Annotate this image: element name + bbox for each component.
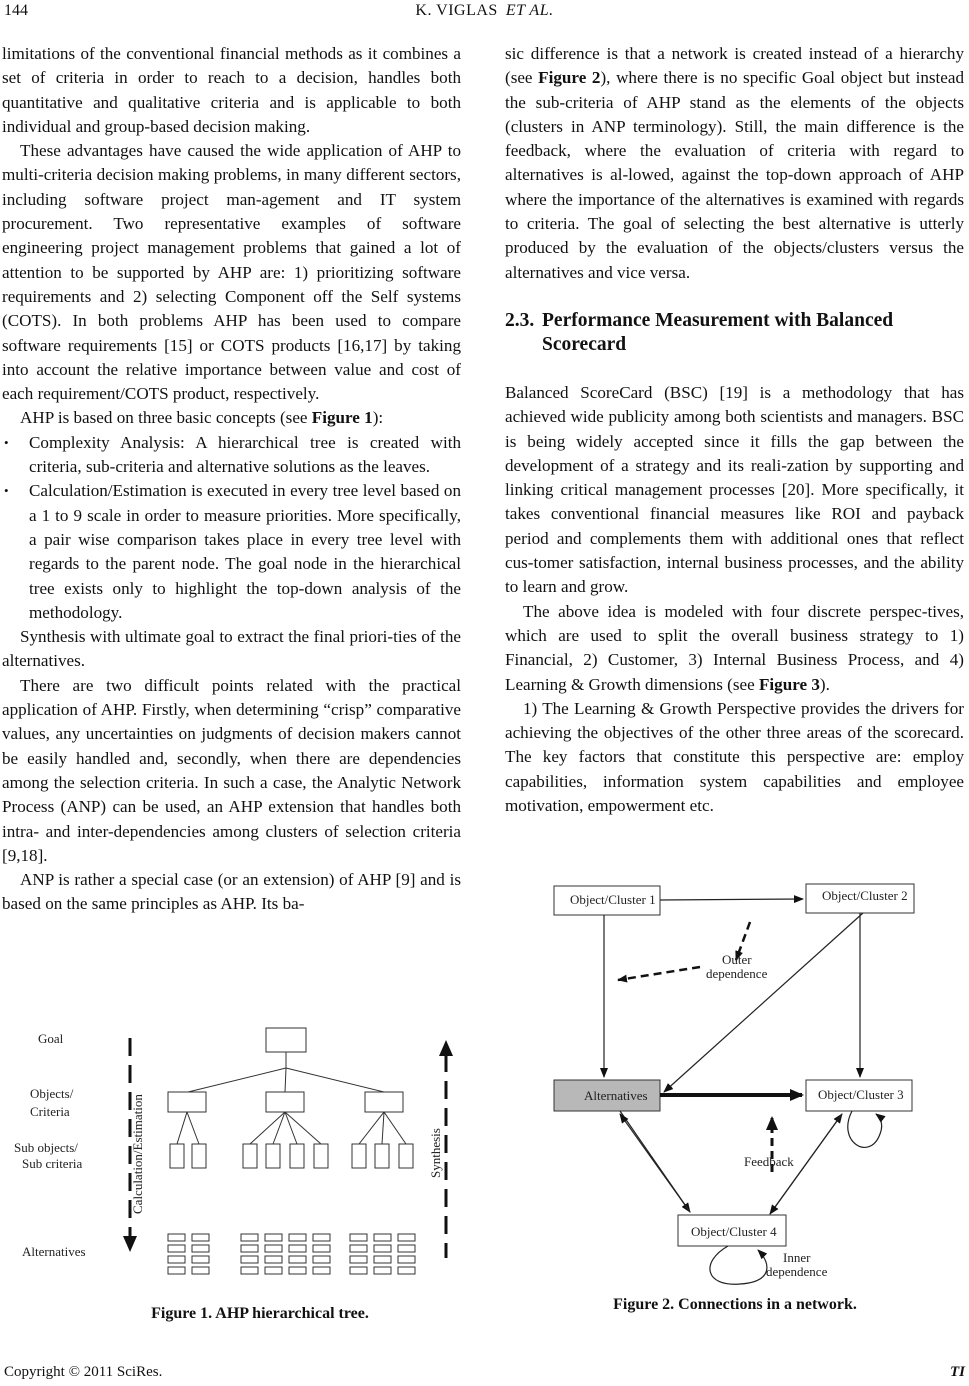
label-alternatives: Alternatives: [22, 1244, 86, 1259]
figure-1-caption: Figure 1. AHP hierarchical tree.: [151, 1305, 369, 1322]
alternative-leaf: [289, 1256, 306, 1263]
alternative-leaf: [374, 1256, 391, 1263]
text-run: ):: [372, 408, 384, 428]
alternative-leaf: [374, 1245, 391, 1252]
label-outer: Outer: [722, 952, 752, 967]
alternative-leaf: [289, 1267, 306, 1274]
alternative-leaf: [398, 1245, 415, 1252]
text-run: sic difference is that a network is created instead of a hierarchy (see: [505, 44, 964, 88]
alternative-leaf: [398, 1267, 415, 1274]
criteria-node: [266, 1092, 304, 1112]
paragraph: Balanced ScoreCard (BSC) [19] is a methodology that has achieved wide publicity among both scientists and managers. BSC is being widely accepted since it fills the gap between the development of a strategy and its reali-zation by supporting and linking critical management processes [20]. More specifically, it takes conventional financial measures like ROI and payback period and complements them with additional ones that reflect cus-tomer satisfaction, internal business processes, and the ability to learn and grow.: [505, 382, 964, 597]
label-inner-dependence: dependence: [766, 1264, 828, 1279]
alternative-leaf: [241, 1256, 258, 1263]
paragraph: There are two difficult points related with the practical application of AHP. Firstly, when determining “crisp” comparative values, any uncertainties on judgments of decision makers cannot be easily handled and, secondly, when there are dependencies among the selection criteria. In such a case, the Analytic Network Process (ANP) can be used, an AHP extension that handles both intra- and inter-dependencies among clusters of selection criteria [9,18].: [2, 675, 461, 865]
running-title: [0, 2, 969, 20]
running-title-et-al: ET AL.: [505, 2, 554, 19]
paragraph: [2, 406, 461, 430]
journal-abbrev: TI: [950, 1364, 965, 1380]
text-run: The above idea is modeled with four discrete perspec-tives, which are used to split the overall business strategy to 1) Financial, 2) Customer, 3) Internal Business Process, and 4) Learning & Growth dimensions (see: [505, 601, 964, 694]
figure-2-svg: [540, 872, 930, 1292]
label-criteria: Criteria: [30, 1104, 70, 1119]
up-arrow-icon: [439, 1040, 453, 1056]
text-run: ).: [819, 674, 830, 694]
figure-2-reference: Figure 2: [538, 68, 601, 88]
label-alternatives: Alternatives: [584, 1088, 648, 1103]
goal-node: [266, 1028, 306, 1052]
figure-1-svg: [0, 1020, 480, 1300]
right-column: [505, 42, 964, 818]
left-column: [2, 42, 461, 917]
sub-criteria-node: [399, 1144, 413, 1168]
alternative-leaf: [313, 1256, 330, 1263]
alternative-leaf: [168, 1245, 185, 1252]
list-item: • Complexity Analysis: A hierarchical tree is created with criteria, sub-criteria and alternative solutions as the leaves.: [2, 431, 461, 480]
label-cluster-1: Object/Cluster 1: [570, 892, 656, 907]
alternative-leaf: [313, 1234, 330, 1241]
text-run: AHP is based on three basic concepts (see: [20, 408, 312, 428]
page-header: [0, 0, 969, 30]
sub-criteria-node: [243, 1144, 257, 1168]
paragraph: Synthesis with ultimate goal to extract the final priori-ties of the alternatives.: [2, 627, 461, 671]
alternative-leaf: [241, 1245, 258, 1252]
alternative-leaf: [289, 1245, 306, 1252]
sub-criteria-node: [290, 1144, 304, 1168]
alternative-leaf: [350, 1234, 367, 1241]
label-calculation-estimation: Calculation/Estimation: [130, 1094, 145, 1214]
alternative-leaf: [192, 1256, 209, 1263]
alternative-leaf: [313, 1245, 330, 1252]
sub-criteria-node: [192, 1144, 206, 1168]
label-outer-dependence: dependence: [706, 966, 768, 981]
label-cluster-3: Object/Cluster 3: [818, 1087, 904, 1102]
alternative-leaf: [313, 1267, 330, 1274]
label-cluster-4: Object/Cluster 4: [691, 1224, 777, 1239]
alternative-leaf: [265, 1267, 282, 1274]
label-sub-objects: Sub objects/: [14, 1140, 78, 1155]
alternative-leaf: [168, 1267, 185, 1274]
figure-2-caption: Figure 2. Connections in a network.: [613, 1296, 857, 1313]
paragraph: These advantages have caused the wide application of AHP to multi-criteria decision making problems, in many different sectors, including software project man-agement and IT system procurement. Two representative examples of software engineering project management problems that gained a lot of attention to be supported by AHP are: 1) prioritizing software requirements and 2) selecting Component off the Self systems (COTS). In both problems AHP has been used to compare software requirements [15] or COTS products [16,17] by taking into account the relative importance between value and cost of each requirement/COTS product, respectively.: [2, 141, 461, 404]
sub-criteria-node: [352, 1144, 366, 1168]
criteria-node: [168, 1092, 206, 1112]
alternative-leaf: [241, 1267, 258, 1274]
alternative-leaf: [398, 1234, 415, 1241]
copyright-text: Copyright © 2011 SciRes.: [4, 1364, 163, 1380]
paragraph: [505, 600, 964, 697]
sub-criteria-node: [314, 1144, 328, 1168]
down-arrow-icon: [123, 1236, 137, 1252]
label-cluster-2: Object/Cluster 2: [822, 888, 908, 903]
list-item: • Calculation/Estimation is executed in every tree level based on a 1 to 9 scale in order to measure priorities. More specifically, a pair wise comparison takes place in every tree level with regards to the parent node. The goal node in the hierarchical tree exists only to highlight the top-down analysis of the methodology.: [2, 479, 461, 625]
alternative-leaf: [192, 1267, 209, 1274]
alternative-leaf: [350, 1256, 367, 1263]
label-goal: Goal: [38, 1031, 64, 1046]
sub-criteria-node: [170, 1144, 184, 1168]
section-title: Performance Measurement with Balanced Scorecard: [542, 309, 894, 355]
concept-list: [2, 431, 461, 625]
alternatives-grid: [168, 1234, 415, 1274]
text-run: ), where there is no specific Goal object but instead the sub-criteria of AHP stand as the elements of the objects (clusters in ANP terminology). Still, the main difference is the feedback, where the evaluation of criteria with regard to alternatives is al-lowed, against the top-down approach of AHP where the importance of the alternatives is examined with regards to criteria. The goal of selecting the best alternative is utterly produced by the evaluation of the objects/clusters versus the alternatives and vice versa.: [505, 68, 965, 282]
label-objects: Objects/: [30, 1086, 74, 1101]
page-number: 144: [4, 2, 28, 19]
sub-criteria-node: [375, 1144, 389, 1168]
figure-3-reference: Figure 3: [758, 674, 820, 694]
sub-criteria-node: [266, 1144, 280, 1168]
label-feedback: Feedback: [744, 1154, 794, 1169]
alternative-leaf: [265, 1256, 282, 1263]
alternative-leaf: [192, 1245, 209, 1252]
figure-1-ahp-tree: [0, 1020, 480, 1300]
alternative-leaf: [374, 1234, 391, 1241]
alternative-leaf: [192, 1234, 209, 1241]
label-inner: Inner: [783, 1250, 811, 1265]
section-number: 2.3.: [505, 309, 535, 331]
alternative-leaf: [374, 1267, 391, 1274]
figure-1-reference: Figure 1: [311, 408, 373, 428]
alternative-leaf: [168, 1234, 185, 1241]
alternative-leaf: [350, 1267, 367, 1274]
figure-2-network: [540, 872, 930, 1292]
alternative-leaf: [168, 1256, 185, 1263]
alternative-leaf: [350, 1245, 367, 1252]
label-sub-criteria: Sub criteria: [22, 1156, 83, 1171]
page-footer: [4, 1364, 965, 1381]
criteria-node: [365, 1092, 403, 1112]
alternative-leaf: [265, 1234, 282, 1241]
paragraph: [505, 42, 964, 285]
paragraph: limitations of the conventional financial methods as it combines a set of criteria in order to reach to a decision, handles both quantitative and qualitative criteria and is applicable to both individual and group-based decision making.: [2, 44, 461, 136]
paragraph: 1) The Learning & Growth Perspective provides the drivers for achieving the objectives of the other three areas of the scorecard. The key factors that constitute this perspective are: employ capabilities, information system capabilities and employee motivation, empowerment etc.: [505, 698, 964, 816]
alternative-leaf: [289, 1234, 306, 1241]
paragraph: ANP is rather a special case (or an extension) of AHP [9] and is based on the same principles as AHP. Its ba-: [2, 870, 461, 914]
alternative-leaf: [241, 1234, 258, 1241]
section-heading: [505, 309, 964, 357]
running-title-authors: K. VIGLAS: [415, 2, 498, 19]
alternative-leaf: [398, 1256, 415, 1263]
alternative-leaf: [265, 1245, 282, 1252]
label-synthesis: Synthesis: [428, 1128, 443, 1178]
